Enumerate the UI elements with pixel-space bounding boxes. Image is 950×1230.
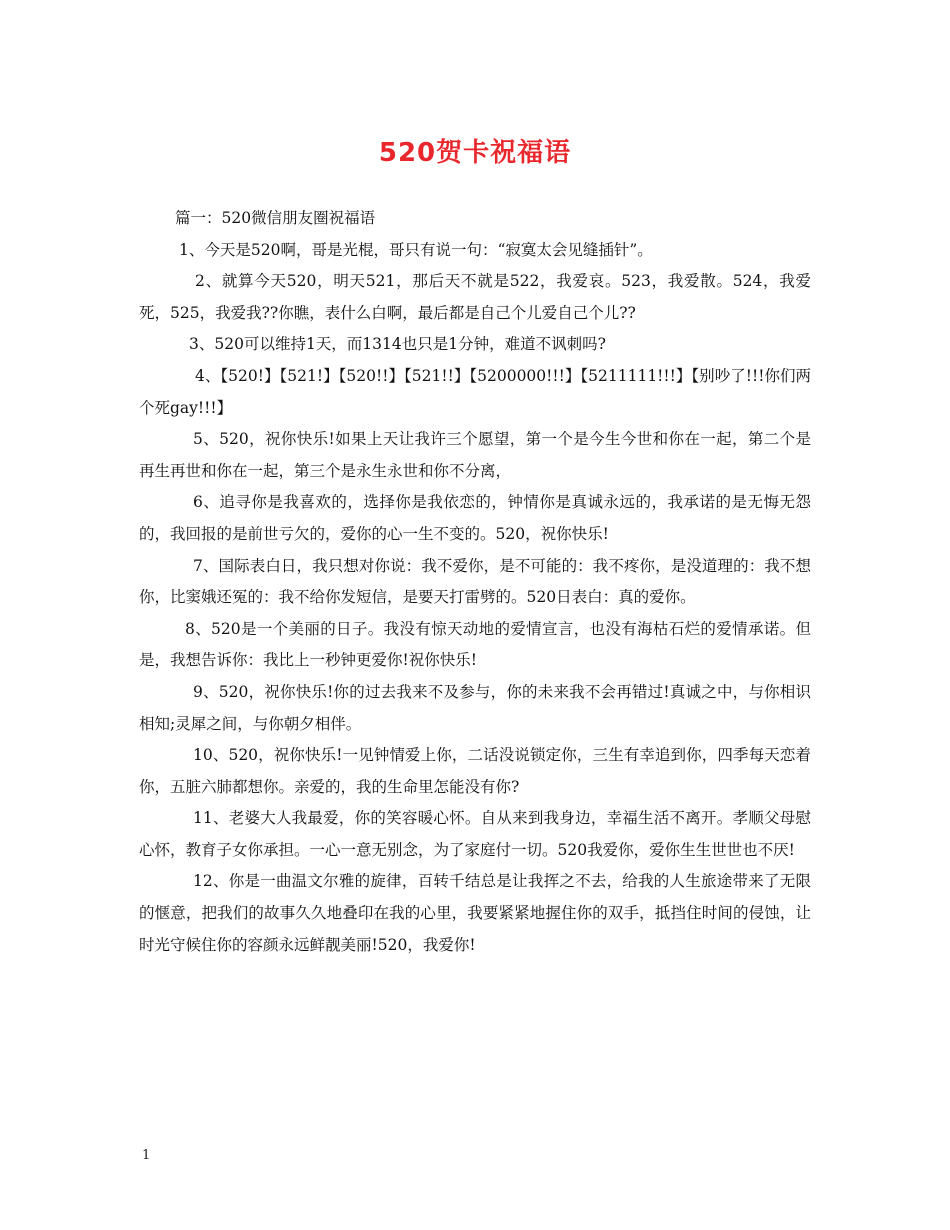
paragraph-5: 5、520，祝你快乐!如果上天让我许三个愿望，第一个是今生今世和你在一起，第二个是再生再世和你在一起，第三个是永生永世和你不分离，	[139, 430, 811, 480]
document-title: 520贺卡祝福语	[378, 138, 572, 168]
paragraph-7: 7、国际表白日，我只想对你说：我不爱你，是不可能的：我不疼你，是没道理的：我不想你，比窦娥还冤的：我不给你发短信，是要天打雷劈的。520日表白：真的爱你。	[139, 556, 811, 607]
document-body	[139, 203, 811, 961]
paragraph-8: 8、520是一个美丽的日子。我没有惊天动地的爱情宣言，也没有海枯石烂的爱情承诺。但是，我想告诉你：我比上一秒钟更爱你!祝你快乐!	[139, 619, 811, 670]
section-heading: 篇一：520微信朋友圈祝福语	[175, 209, 376, 227]
paragraph-1: 1、今天是520啊，哥是光棍，哥只有说一句：“寂寞太会见缝插针”。	[179, 240, 653, 259]
paragraph-11: 11、老婆大人我最爱，你的笑容暖心怀。自从来到我身边，幸福生活不离开。孝顺父母慰心怀，教育子女你承担。一心一意无别念，为了家庭付一切。520我爱你，爱你生生世世也不厌!	[139, 809, 811, 859]
paragraph-6: 6、追寻你是我喜欢的，选择你是我依恋的，钟情你是真诚永远的，我承诺的是无悔无怨的，我回报的是前世亏欠的，爱你的心一生不变的。520，祝你快乐!	[139, 493, 811, 543]
page-number: 1	[142, 1148, 151, 1163]
paragraph-9: 9、520，祝你快乐!你的过去我来不及参与，你的未来我不会再错过!真诚之中，与你相识相知;灵犀之间，与你朝夕相伴。	[139, 682, 811, 733]
paragraph-10: 10、520，祝你快乐!一见钟情爱上你，二话没说锁定你，三生有幸追到你，四季每天恋着你，五脏六肺都想你。亲爱的，我的生命里怎能没有你?	[139, 746, 811, 796]
paragraph-3: 3、520可以维持1天，而1314也只是1分钟，难道不讽刺吗?	[189, 335, 606, 354]
paragraph-2: 2、就算今天520，明天521，那后天不就是522，我爱哀。523，我爱散。524，我爱死，525，我爱我??你瞧，表什么白啊，最后都是自己个儿爱自己个儿??	[139, 272, 811, 322]
paragraph-4: 4、【520!】【521!】【520!!】【521!!】【5200000!!!】【5211111!!!】【别吵了!!!你们两个死gay!!!】	[139, 366, 811, 417]
paragraph-12: 12、你是一曲温文尔雅的旋律，百转千结总是让我挥之不去，给我的人生旅途带来了无限的惬意，把我们的故事久久地叠印在我的心里，我要紧紧地握住你的双手，抵挡住时间的侵蚀，让时光守候住你的容颜永远鲜靓美丽!520，我爱你!	[139, 872, 811, 954]
